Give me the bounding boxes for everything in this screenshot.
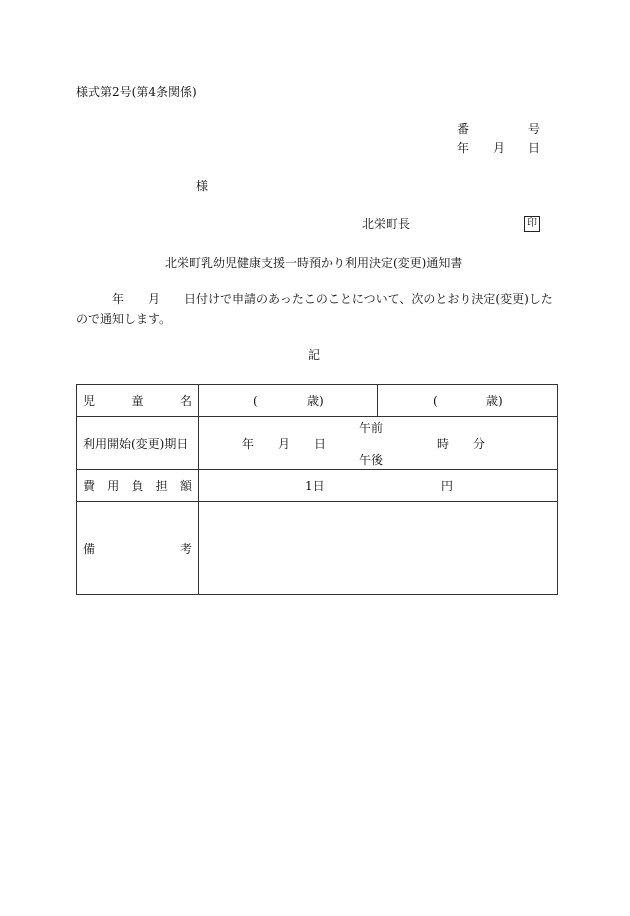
fee-entry[interactable]: [199, 470, 558, 502]
minute-label: 分: [473, 437, 486, 451]
seal-stamp: 印: [524, 216, 540, 232]
remarks-row: [77, 502, 558, 595]
child-name-label-cell: [77, 385, 199, 417]
remarks-label-char: 考: [179, 541, 192, 556]
start-month-label: 月: [278, 437, 291, 451]
number-label-go: 号: [528, 122, 541, 136]
per-day-label: 1日: [305, 479, 325, 493]
fee-label-char: 額: [179, 479, 192, 493]
child-label-char: 名: [179, 394, 192, 408]
start-date-row: [77, 417, 558, 470]
child-label-char: 児: [83, 394, 96, 408]
am-label: 午前: [359, 421, 384, 435]
document-title: 北栄町乳幼児健康支援一時預かり利用決定(変更)通知書: [165, 256, 463, 270]
fee-label-char: 用: [107, 479, 120, 493]
fee-row: [77, 470, 558, 502]
child-entry-2[interactable]: [378, 385, 558, 417]
decision-table: [76, 384, 558, 595]
date-day-label: 日: [528, 141, 541, 155]
remarks-label-char: 備: [83, 541, 96, 556]
date-month-label: 月: [493, 141, 506, 155]
issuer-name: 北栄町長: [362, 217, 411, 231]
start-date-label-cell: [77, 417, 199, 470]
fee-label-char: 費: [83, 479, 96, 493]
fee-label-cell: [77, 470, 199, 502]
addressee-suffix: 様: [196, 179, 209, 193]
child-entry-1[interactable]: [199, 385, 378, 417]
age-open-paren: (: [433, 394, 438, 408]
number-label-ban: 番: [457, 122, 470, 136]
start-date-entry[interactable]: [199, 417, 558, 470]
fee-label-char: 担: [155, 479, 168, 493]
record-heading: 記: [308, 348, 321, 362]
form-number: 様式第2号(第4条関係): [76, 85, 197, 99]
fee-label-char: 負: [131, 479, 144, 493]
start-year-label: 年: [242, 437, 255, 451]
age-open-paren: (: [253, 394, 258, 408]
age-suffix: 歳): [486, 394, 503, 408]
yen-label: 円: [441, 479, 454, 493]
date-year-label: 年: [457, 141, 470, 155]
child-name-row: [77, 385, 558, 417]
remarks-entry[interactable]: [199, 502, 558, 595]
child-label-char: 童: [131, 394, 144, 408]
remarks-label-cell: [77, 502, 199, 595]
start-date-label: 利用開始(変更)期日: [83, 436, 189, 451]
body-text-line-1: 日付けで申請のあったこのことについて、次のとおり決定(変更)した: [184, 292, 553, 306]
body-text-line-2: ので通知します。: [76, 312, 172, 326]
body-year-label: 年: [112, 292, 125, 306]
hour-label: 時: [437, 437, 450, 451]
pm-label: 午後: [359, 453, 384, 467]
start-day-label: 日: [314, 437, 327, 451]
age-suffix: 歳): [307, 394, 324, 408]
body-month-label: 月: [148, 292, 161, 306]
